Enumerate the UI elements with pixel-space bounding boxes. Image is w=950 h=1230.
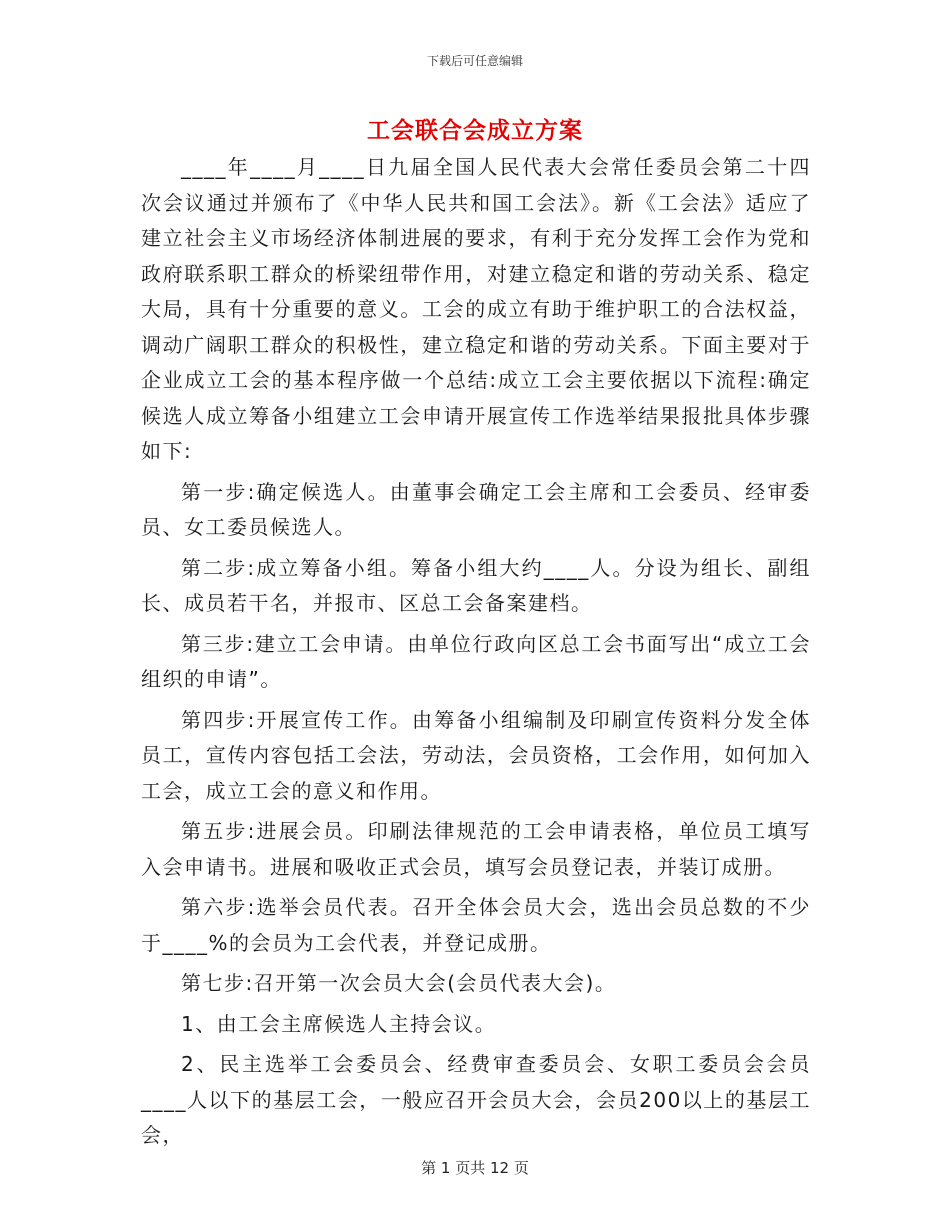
document-title: 工会联合会成立方案: [367, 118, 583, 144]
paragraph-step-3: 第三步:建立工会申请。由单位行政向区总工会书面写出“成立工会组织的申请”。: [141, 631, 811, 691]
paragraph-intro: ____年____月____日九届全国人民代表大会常任委员会第二十四次会议通过并颁布了《中华人民共和国工会法》。新《工会法》适应了建立社会主义市场经济体制进展的要求，有利于充分发挥工会作为党和政府联系职工群众的桥梁纽带作用，对建立稳定和谐的劳动关系、稳定大局，具有十分重要的意义。工会的成立有助于维护职工的合法权益，调动广阔职工群众的积极性，建立稳定和谐的劳动关系。下面主要对于企业成立工会的基本程序做一个总结:成立工会主要依据以下流程:确定候选人成立筹备小组建立工会申请开展宣传工作选举结果报批具体步骤如下:: [141, 155, 811, 463]
paragraph-step-7: 第七步:召开第一次会员大会(会员代表大会)。: [181, 971, 617, 995]
list-item-1: 1、由工会主席候选人主持会议。: [181, 1011, 497, 1036]
paragraph-step-5: 第五步:进展会员。印刷法律规范的工会申请表格，单位员工填写入会申请书。进展和吸收正式会员，填写会员登记表，并装订成册。: [141, 819, 811, 879]
document-body: [141, 150, 811, 1159]
page-header: 下载后可任意编辑: [426, 54, 523, 68]
paragraph-step-6: 第六步:选举会员代表。召开全体会员大会，选出会员总数的不少于____%的会员为工会代表，并登记成册。: [141, 895, 811, 955]
paragraph-step-2: 第二步:成立筹备小组。筹备小组大约____人。分设为组长、副组长、成员若干名，并报市、区总工会备案建档。: [141, 555, 811, 615]
paragraph-step-4: 第四步:开展宣传工作。由筹备小组编制及印刷宣传资料分发全体员工，宣传内容包括工会法，劳动法，会员资格，工会作用，如何加入工会，成立工会的意义和作用。: [141, 707, 811, 803]
list-item-2: 2、民主选举工会委员会、经费审查委员会、女职工委员会会员____人以下的基层工会，一般应召开会员大会，会员200以上的基层工会，: [141, 1052, 811, 1147]
paragraph-step-1: 第一步:确定候选人。由董事会确定工会主席和工会委员、经审委员、女工委员候选人。: [141, 479, 811, 539]
page-number: 第 1 页共 12 页: [421, 1159, 529, 1177]
